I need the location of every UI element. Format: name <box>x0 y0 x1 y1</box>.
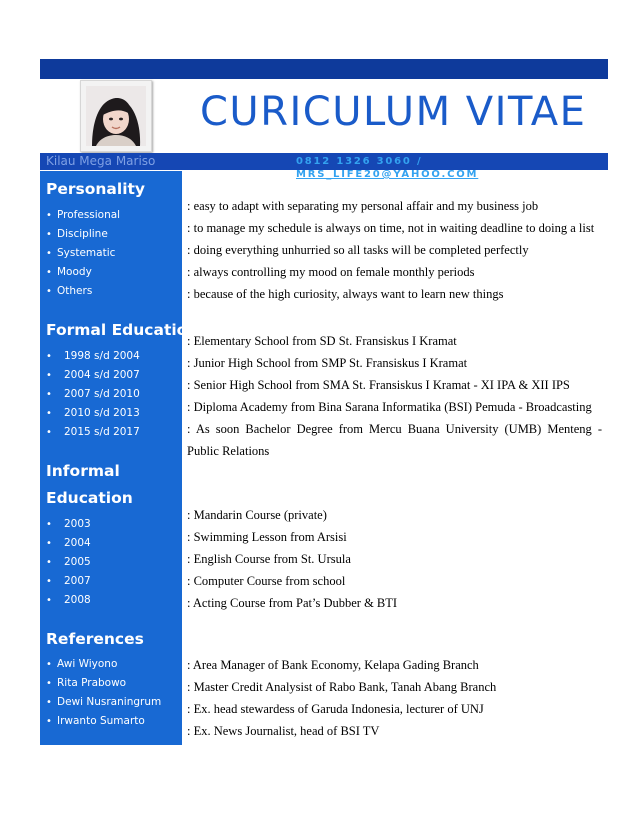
list-item: • 2004 <box>46 534 91 553</box>
detail-line: : Senior High School from SMA St. Fransiskus I Kramat - XI IPA & XII IPS <box>187 378 570 392</box>
informal-education-details <box>187 504 602 614</box>
list-item: • 2007 <box>46 572 91 591</box>
detail-line: : doing everything unhurried so all tasks will be completed perfectly <box>187 243 529 257</box>
list-item: • Irwanto Sumarto <box>46 712 161 731</box>
detail-line: : English Course from St. Ursula <box>187 552 351 566</box>
list-item: • 2004 s/d 2007 <box>46 366 140 385</box>
list-item: • Discipline <box>46 225 120 244</box>
page-title: CURICULUM VITAE <box>200 89 587 135</box>
references-list <box>46 655 161 731</box>
detail-line: : Diploma Academy from Bina Sarana Informatika (BSI) Pemuda - Broadcasting <box>187 400 592 414</box>
informal-education-list <box>46 515 91 610</box>
detail-line: : to manage my schedule is always on time, not in waiting deadline to doing a list <box>187 221 595 235</box>
detail-line: : Junior High School from SMP St. Fransiskus I Kramat <box>187 356 468 370</box>
personality-details <box>187 195 602 305</box>
list-item: • 2015 s/d 2017 <box>46 423 140 442</box>
list-item: • 2010 s/d 2013 <box>46 404 140 423</box>
list-item: • Professional <box>46 206 120 225</box>
list-item: • Dewi Nusraningrum <box>46 693 161 712</box>
detail-line: : Area Manager of Bank Economy, Kelapa Gading Branch <box>187 658 479 672</box>
list-item: • 2003 <box>46 515 91 534</box>
list-item: • 2005 <box>46 553 91 572</box>
list-item: • 2007 s/d 2010 <box>46 385 140 404</box>
detail-line: : because of the high curiosity, always want to learn new things <box>187 287 504 301</box>
formal-education-heading: Formal Education <box>46 321 199 339</box>
personality-heading: Personality <box>46 180 146 198</box>
list-item: • 1998 s/d 2004 <box>46 347 140 366</box>
detail-line: : Swimming Lesson from Arsisi <box>187 530 347 544</box>
detail-line: : Mandarin Course (private) <box>187 508 327 522</box>
detail-line: : Acting Course from Pat’s Dubber & BTI <box>187 596 398 610</box>
formal-education-details <box>187 330 602 462</box>
detail-line: : Computer Course from school <box>187 574 346 588</box>
list-item: • Awi Wiyono <box>46 655 161 674</box>
detail-line: : Elementary School from SD St. Fransiskus I Kramat <box>187 334 457 348</box>
references-details <box>187 654 602 742</box>
list-item: • Others <box>46 282 120 301</box>
email-link[interactable]: MRS_LIFE20@YAHOO.COM <box>296 169 479 180</box>
phone-number: 0812 1326 3060 <box>296 156 412 167</box>
contact-separator: / <box>416 156 423 167</box>
profile-photo <box>86 86 146 146</box>
detail-line: : Ex. News Journalist, head of BSI TV <box>187 724 380 738</box>
personality-list <box>46 206 120 301</box>
informal-education-heading-line2: Education <box>46 489 133 507</box>
list-item: • Rita Prabowo <box>46 674 161 693</box>
header-top-bar <box>40 59 608 79</box>
person-name: Kilau Mega Mariso <box>46 154 156 168</box>
name-contact-bar <box>40 153 608 180</box>
detail-line: : Master Credit Analysist of Rabo Bank, Tanah Abang Branch <box>187 680 497 694</box>
detail-line: : always controlling my mood on female monthly periods <box>187 265 475 279</box>
list-item: • Moody <box>46 263 120 282</box>
detail-line: : easy to adapt with separating my personal affair and my business job <box>187 199 539 213</box>
list-item: • Systematic <box>46 244 120 263</box>
profile-photo-frame <box>80 80 152 152</box>
informal-education-heading-line1: Informal <box>46 462 120 480</box>
contact-info <box>296 155 608 181</box>
list-item: • 2008 <box>46 591 91 610</box>
detail-line: : Ex. head stewardess of Garuda Indonesia, lecturer of UNJ <box>187 702 484 716</box>
detail-line: : As soon Bachelor Degree from Mercu Buana University (UMB) Menteng - Public Relations <box>187 422 602 458</box>
formal-education-list <box>46 347 140 442</box>
references-heading: References <box>46 630 144 648</box>
